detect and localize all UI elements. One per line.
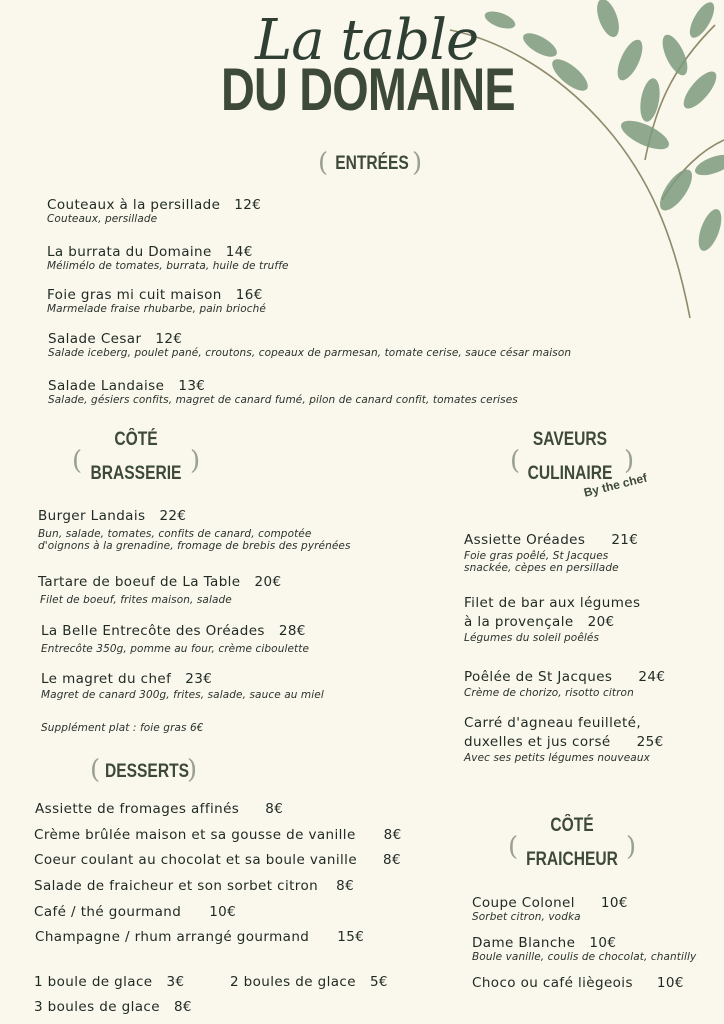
- main-title: DU DOMAINE: [221, 56, 515, 123]
- list-item: Carré d'agneau feuilleté, duxelles et jus corsé 25€ Avec ses petits légumes nouveaux: [464, 715, 664, 764]
- script-title: La table: [255, 8, 479, 73]
- list-item: Choco ou café liègeois 10€: [472, 975, 684, 991]
- list-item: 2 boules de glace 5€: [230, 974, 388, 990]
- leaf-branch-icon: [440, 0, 724, 330]
- list-item: Burger Landais 22€ Bun, salade, tomates, confits de canard, compotée d'oignons à la grenadine, fromage de brebis des pyrénées: [38, 508, 351, 552]
- supplement-note: Supplément plat : foie gras 6€: [41, 722, 204, 734]
- list-item: Coeur coulant au chocolat et sa boule vanille 8€: [34, 852, 402, 868]
- saveurs-subtitle: By the chef: [582, 470, 649, 500]
- section-title-brasserie-2: BRASSERIE: [90, 463, 182, 484]
- list-item: La burrata du Domaine 14€ Mélimélo de tomates, burrata, huile de truffe: [47, 244, 289, 272]
- list-item: Assiette Oréades 21€ Foie gras poêlé, St Jacques snackée, cèpes en persillade: [464, 532, 639, 574]
- list-item: Dame Blanche 10€ Boule vanille, coulis de chocolat, chantilly: [472, 935, 697, 963]
- section-title-fraicheur-1: CÔTÉ: [550, 815, 594, 836]
- list-item: Coupe Colonel 10€ Sorbet citron, vodka: [472, 895, 628, 923]
- list-item: Filet de bar aux légumes à la provençale 20€ Légumes du soleil poêlés: [464, 595, 641, 644]
- section-title-saveurs-1: SAVEURS: [532, 429, 608, 450]
- list-item: Couteaux à la persillade 12€ Couteaux, persillade: [47, 197, 262, 225]
- list-item: Foie gras mi cuit maison 16€ Marmelade fraise rhubarbe, pain brioché: [47, 287, 266, 315]
- list-item: Assiette de fromages affinés 8€: [35, 801, 284, 817]
- section-title-saveurs-2: CULINAIRE: [527, 463, 613, 484]
- list-item: 1 boule de glace 3€: [34, 974, 185, 990]
- section-title-entrees: ENTRÉES: [335, 153, 409, 174]
- list-item: Poêlée de St Jacques 24€ Crème de chorizo, risotto citron: [464, 669, 666, 699]
- list-item: Salade de fraicheur et son sorbet citron 8€: [34, 878, 355, 894]
- list-item: Le magret du chef 23€ Magret de canard 300g, frites, salade, sauce au miel: [41, 671, 324, 701]
- list-item: 3 boules de glace 8€: [34, 999, 192, 1015]
- list-item: La Belle Entrecôte des Oréades 28€ Entrecôte 350g, pomme au four, crème ciboulette: [41, 623, 310, 655]
- section-title-brasserie-1: CÔTÉ: [114, 429, 158, 450]
- list-item: Salade Cesar 12€ Salade iceberg, poulet pané, croutons, copeaux de parmesan, tomate cerise, sauce césar maison: [48, 331, 572, 359]
- list-item: Tartare de boeuf de La Table 20€ Filet de boeuf, frites maison, salade: [38, 574, 282, 606]
- section-title-fraicheur-2: FRAICHEUR: [526, 849, 618, 870]
- list-item: Café / thé gourmand 10€: [34, 904, 237, 920]
- list-item: Champagne / rhum arrangé gourmand 15€: [35, 929, 365, 945]
- list-item: Crème brûlée maison et sa gousse de vanille 8€: [34, 827, 402, 843]
- section-title-desserts: DESSERTS: [105, 761, 189, 782]
- list-item: Salade Landaise 13€ Salade, gésiers confits, magret de canard fumé, pilon de canard confit, tomates cerises: [48, 378, 518, 406]
